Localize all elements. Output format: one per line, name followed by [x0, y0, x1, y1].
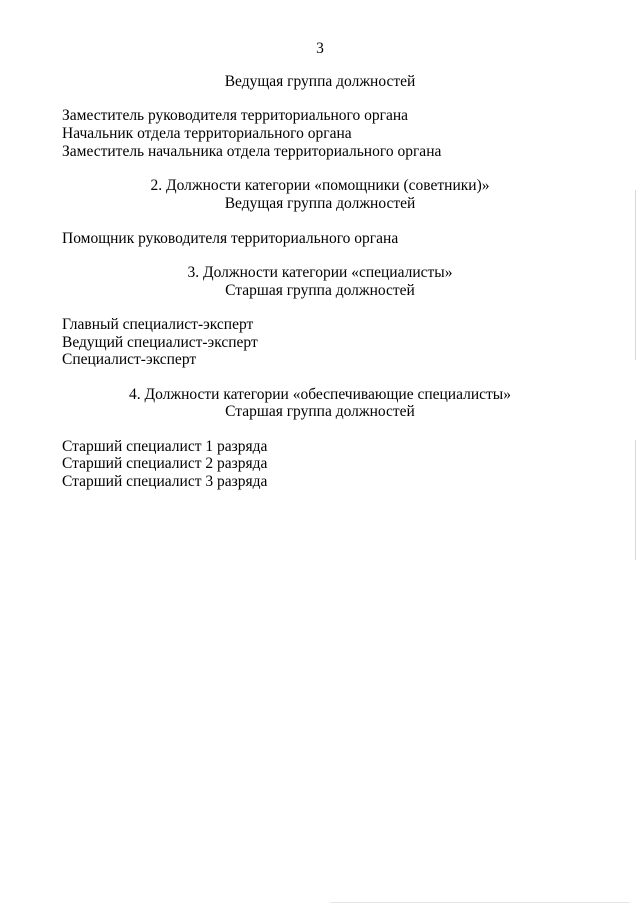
- section-1-group-heading: Ведущая группа должностей: [224, 73, 416, 90]
- section-4-category-heading: 4. Должности категории «обеспечивающие специалисты»: [129, 386, 511, 403]
- position-item: Специалист-эксперт: [62, 351, 197, 368]
- scan-bottom-edge: [330, 902, 630, 903]
- section-3-group-heading: Старшая группа должностей: [225, 282, 415, 299]
- position-item: Начальник отдела территориального органа: [62, 125, 352, 142]
- section-3-category-heading: 3. Должности категории «специалисты»: [187, 264, 453, 281]
- position-item: Старший специалист 3 разряда: [62, 473, 268, 490]
- position-item: Ведущий специалист-эксперт: [62, 334, 258, 351]
- section-2-category-heading: 2. Должности категории «помощники (советники)»: [150, 177, 490, 194]
- scan-edge-line: [635, 440, 636, 560]
- position-item: Главный специалист-эксперт: [62, 316, 254, 333]
- scan-edge-line: [635, 190, 636, 360]
- position-item: Старший специалист 1 разряда: [62, 438, 268, 455]
- position-item: Старший специалист 2 разряда: [62, 455, 268, 472]
- page-number: 3: [316, 40, 324, 57]
- position-item: Заместитель начальника отдела территориального органа: [62, 143, 442, 160]
- section-2-group-heading: Ведущая группа должностей: [224, 195, 416, 212]
- position-item: Заместитель руководителя территориального органа: [62, 107, 409, 124]
- position-item: Помощник руководителя территориального органа: [62, 230, 399, 247]
- section-4-group-heading: Старшая группа должностей: [225, 403, 415, 420]
